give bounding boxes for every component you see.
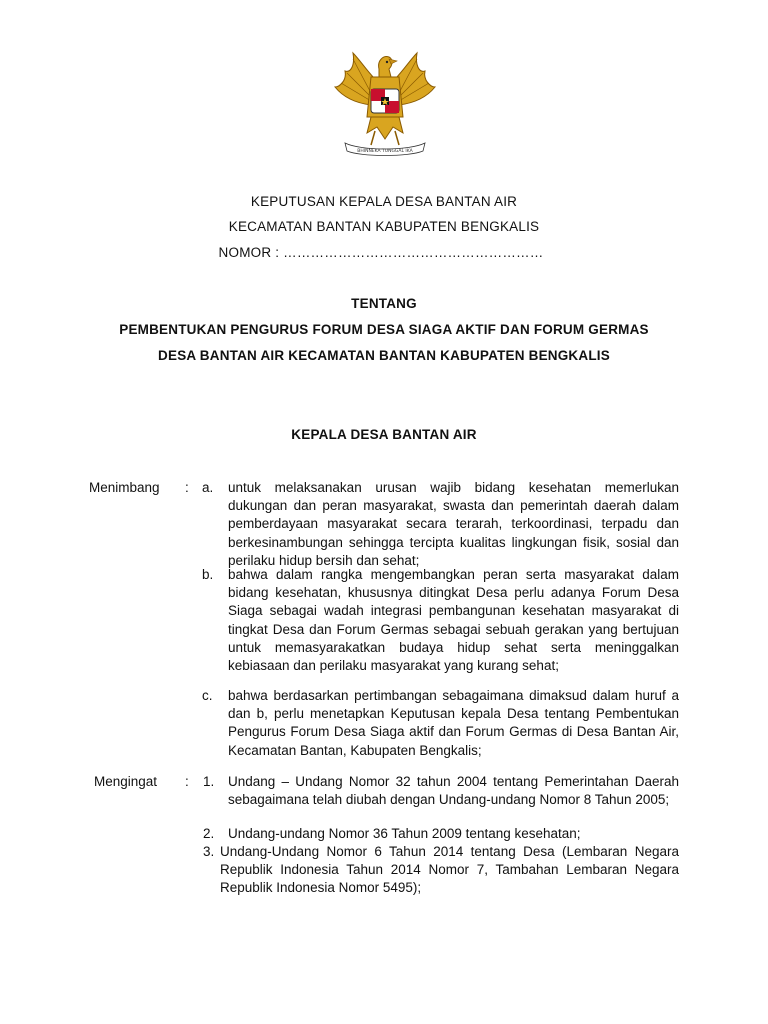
menimbang-label: Menimbang	[89, 480, 160, 495]
menimbang-item-b: bahwa dalam rangka mengembangkan peran serta masyarakat dalam bidang kesehatan, khususnya ditingkat Desa perlu adanya Forum Desa Siaga sebagai wadah integrasi pembangunan kesehatan masyarakat di tingkat Desa dan Forum Germas sebagai sebuah gerakan yang bertujuan untuk memasyarakatkan budaya hidup sehat serta meninggalkan kebiasaan dan perilaku masyarakat yang kurang sehat;	[228, 567, 679, 674]
mengingat-colon: :	[185, 774, 189, 789]
menimbang-item-c: bahwa berdasarkan pertimbangan sebagaimana dimaksud dalam huruf a dan b, perlu menetapkan Keputusan kepala Desa tentang Pembentukan Pengurus Forum Desa Siaga aktif dan Forum Germas di Desa Bantan Air, Kecamatan Bantan, Kabupaten Bengkalis;	[228, 688, 679, 758]
garuda-pancasila-emblem	[331, 47, 439, 161]
decree-subtitle: KECAMATAN BANTAN KABUPATEN BENGKALIS	[228, 219, 540, 234]
mengingat-marker-2: 2.	[203, 826, 215, 841]
svg-text:BHINNEKA TUNGGAL IKA: BHINNEKA TUNGGAL IKA	[357, 149, 413, 154]
decree-number: NOMOR : …………………………………………………	[218, 245, 544, 260]
garuda-emblem-icon	[331, 47, 439, 161]
mengingat-item-3: Undang-Undang Nomor 6 Tahun 2014 tentang Desa (Lembaran Negara Republik Indonesia Tahun 2014 Nomor 7, Tambahan Lembaran Negara Republik Indonesia Nomor 5495);	[220, 844, 679, 896]
mengingat-marker-3: 3.	[203, 844, 215, 859]
decree-title: KEPUTUSAN KEPALA DESA BANTAN AIR	[250, 194, 518, 209]
tentang-heading: TENTANG	[351, 296, 417, 311]
tentang-line-2: DESA BANTAN AIR KECAMATAN BANTAN KABUPATEN BENGKALIS	[158, 348, 610, 363]
menimbang-marker-a: a.	[202, 480, 214, 495]
mengingat-item-1: Undang – Undang Nomor 32 tahun 2004 tentang Pemerintahan Daerah sebagaimana telah diubah dengan Undang-undang Nomor 8 Tahun 2005;	[228, 774, 679, 808]
menimbang-marker-b: b.	[202, 567, 214, 582]
official-title: KEPALA DESA BANTAN AIR	[291, 427, 477, 442]
menimbang-colon: :	[185, 480, 189, 495]
mengingat-label: Mengingat	[94, 774, 158, 789]
mengingat-marker-1: 1.	[203, 774, 215, 789]
menimbang-marker-c: c.	[202, 688, 213, 703]
mengingat-item-2: Undang-undang Nomor 36 Tahun 2009 tentang kesehatan;	[228, 826, 581, 841]
tentang-line-1: PEMBENTUKAN PENGURUS FORUM DESA SIAGA AKTIF DAN FORUM GERMAS	[119, 322, 649, 337]
menimbang-item-a: untuk melaksanakan urusan wajib bidang kesehatan memerlukan dukungan dan peran masyarakat, swasta dan pemerintah daerah dalam pemberdayaan masyarakat secara terarah, terkoordinasi, terpadu dan berkesinambungan sehingga tercipta kualitas lingkungan fisik, sosial dan perilaku hidup bersih dan sehat;	[228, 480, 679, 568]
